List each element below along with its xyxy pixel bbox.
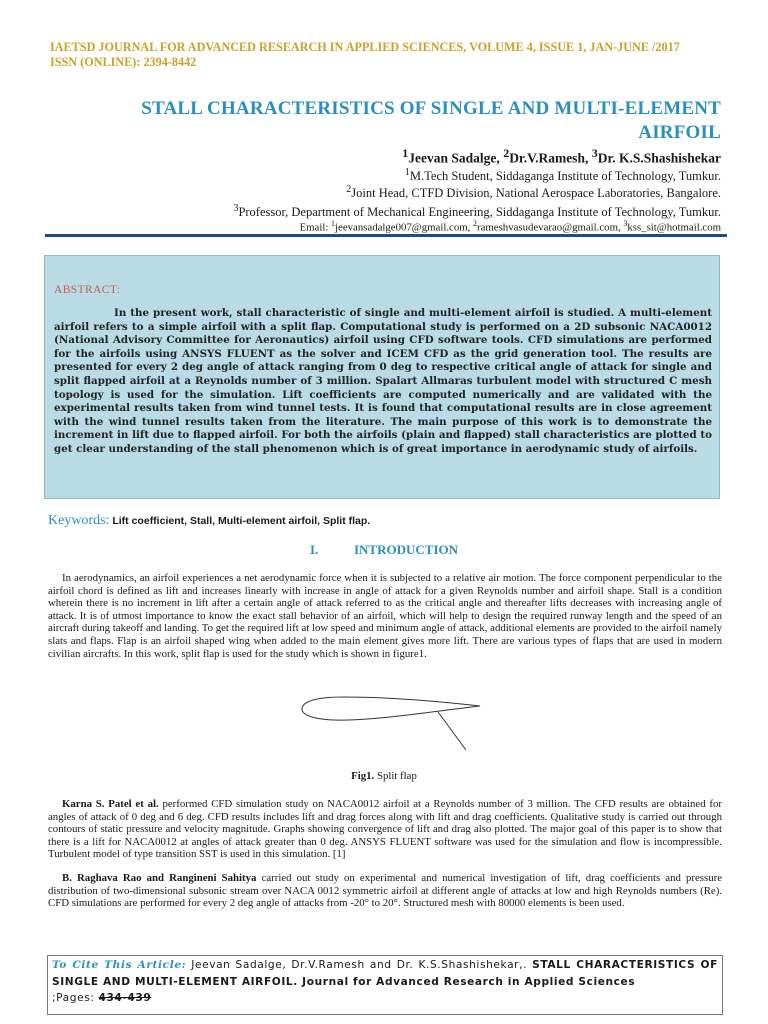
- author-3-name: Dr. K.S.Shashishekar: [597, 150, 721, 166]
- split-flap-line: [438, 712, 466, 750]
- affiliation-2: [150, 182, 721, 201]
- citation-label: To Cite This Article:: [52, 959, 187, 971]
- section-number: I.: [309, 542, 319, 557]
- email-label: Email:: [299, 221, 332, 234]
- affiliation-1-number: 1: [404, 167, 410, 178]
- keywords-text: Lift coefficient, Stall, Multi-element airfoil, Split flap.: [109, 515, 371, 527]
- airfoil-outline: [302, 697, 480, 720]
- author-list: [200, 144, 721, 168]
- keywords: [48, 513, 728, 529]
- literature-paragraph-2: [48, 872, 722, 910]
- citation-title: STALL CHARACTERISTICS OF SINGLE AND MULTI-ELEMENT AIRFOIL. Journal for Advanced Research in Applied Sciences: [52, 959, 718, 988]
- author-2-number: 2: [503, 146, 510, 160]
- literature-2-text: carried out study on experimental and numerical investigation of lift, drag coefficients and pressure distribution of two-dimensional subsonic stream over NACA 0012 symmetric airfoil at different angle of attacks at low and high Reynolds numbers (Re). CFD simulations are performed for every 2 deg angle of attacks from -20° to 20°. Structured mesh with 80000 elements is been used.: [48, 872, 722, 910]
- author-3-number: 3: [591, 146, 598, 160]
- author-1-name: Jeevan Sadalge,: [408, 150, 504, 166]
- journal-line: IAETSD JOURNAL FOR ADVANCED RESEARCH IN APPLIED SCIENCES, VOLUME 4, ISSUE 1, JAN-JUNE /2017: [50, 40, 680, 54]
- figure-caption-label: Fig1.: [351, 770, 375, 782]
- paper-title: [60, 97, 721, 145]
- split-flap-airfoil-drawing: [296, 692, 486, 754]
- split-flap-figure: [296, 692, 486, 754]
- header-divider: [45, 234, 727, 237]
- abstract-text: In the present work, stall characteristic of single and multi-element airfoil is studied. A multi-element airfoil refers to a simple airfoil with a split flap. Computational study is performed on a 2D subsonic NACA0012 (National Advisory Committee for Aeronautics) airfoil using CFD software tools. CFD simulations are performed for the airfoils using ANSYS FLUENT as the solver and ICEM CFD as the grid generation tool. The results are presented for every 2 deg angle of attack ranging from 0 deg to respective critical angle of attack for single and split flapped airfoil at a Reynolds number of 3 million. Spalart Allmaras turbulent model with structured C mesh topology is used for the simulation. Lift coefficients are computed numerically and are validated with the experimental results taken from wind tunnel tests. It is found that computational results are in close agreement with the wind tunnel results taken from the literature. The main purpose of this work is to demonstrate the increment in lift due to flapped airfoil. For both the airfoils (plain and flapped) stall characteristics are plotted to get clear understanding of the stall phenomenon which is of great importance in aerodynamic study of airfoils.: [54, 307, 712, 455]
- keywords-label: Keywords:: [48, 513, 110, 528]
- issn-line: ISSN (ONLINE): 2394-8442: [50, 55, 197, 69]
- citation-text: [52, 957, 718, 1007]
- email-1-number: 1: [331, 219, 336, 228]
- figure-caption-text: Split flap: [374, 770, 417, 782]
- citation-authors: Jeevan Sadalge, Dr.V.Ramesh and Dr. K.S.Shashishekar,.: [186, 959, 533, 971]
- email-1[interactable]: jeevansadalge007@gmail.com,: [335, 221, 474, 234]
- paper-title-line2: AIRFOIL: [638, 122, 721, 143]
- intro-paragraph: In aerodynamics, an airfoil experiences a net aerodynamic force when it is subjected to a relative air motion. The force component perpendicular to the airfoil chord is defined as lift and increases linearly with increase in angle of attack for a given Reynolds number and airfoil shape. Stall is a condition wherein there is no increment in lift after a certain angle of attack referred to as the critical angle and thereafter lifts decreases with increasing angle of attack. It is of utmost importance to know the exact stall behavior of an airfoil, which will help to design the required runway length and the speed of an aircraft during takeoff and landing. To get the required lift at low speed and minimum angle of attack, additional elements are provided to the airfoil namely slats and flaps. Flap is an airfoil shaped wing when added to the main element gives more lift. There are various types of flaps that are used in modern civilian aircrafts. In this work, split flap is used for the study which is shown in figure1.: [48, 572, 722, 660]
- citation-pages-prefix: ;Pages:: [52, 992, 99, 1004]
- email-2-number: 2: [473, 219, 478, 228]
- affiliation-3-text: Professor, Department of Mechanical Engineering, Siddaganga Institute of Technology, Tumkur.: [238, 205, 721, 220]
- affiliation-2-number: 2: [346, 184, 352, 195]
- email-3-number: 3: [623, 219, 628, 228]
- affiliation-2-text: Joint Head, CTFD Division, National Aerospace Laboratories, Bangalore.: [351, 186, 721, 201]
- section-title: INTRODUCTION: [353, 542, 458, 557]
- paper-title-line1: STALL CHARACTERISTICS OF SINGLE AND MULTI-ELEMENT: [141, 98, 721, 119]
- figure-caption: [0, 770, 768, 782]
- citation-pages: 434-439: [98, 992, 152, 1004]
- literature-paragraph-1: [48, 798, 722, 861]
- section-heading-introduction: [0, 542, 768, 558]
- literature-1-authors: Karna S. Patel et al.: [62, 798, 159, 810]
- author-2-name: Dr.V.Ramesh,: [509, 150, 592, 166]
- author-1-number: 1: [402, 146, 409, 160]
- abstract-label: ABSTRACT:: [54, 284, 121, 296]
- email-3[interactable]: kss_sit@hotmail.com: [627, 221, 721, 234]
- affiliation-3-number: 3: [233, 203, 239, 214]
- author-emails: [150, 217, 721, 235]
- literature-1-text: performed CFD simulation study on NACA0012 airfoil at a Reynolds number of 3 million. The CFD results are obtained for angles of attack of 0 deg and 6 deg. CFD results includes lift and drag forces along with lift and drag coefficients. Qualitative study is carried out through contours of static pressure and velocity magnitude. Graphs showing convergence of lift and drag also plotted. The major goal of this paper is to show that there is a lift for NACA0012 at angles of attack greater than 0 deg. ANSYS FLUENT software was used for the simulation and flow is incompressible. Turbulent model of type transition SST is used in this simulation. [1]: [48, 798, 722, 861]
- journal-header: [50, 40, 740, 70]
- affiliation-1-text: M.Tech Student, Siddaganga Institute of Technology, Tumkur.: [409, 169, 721, 184]
- literature-2-authors: B. Raghava Rao and Rangineni Sahitya: [62, 872, 257, 884]
- email-2[interactable]: rameshvasudevarao@gmail.com,: [477, 221, 624, 234]
